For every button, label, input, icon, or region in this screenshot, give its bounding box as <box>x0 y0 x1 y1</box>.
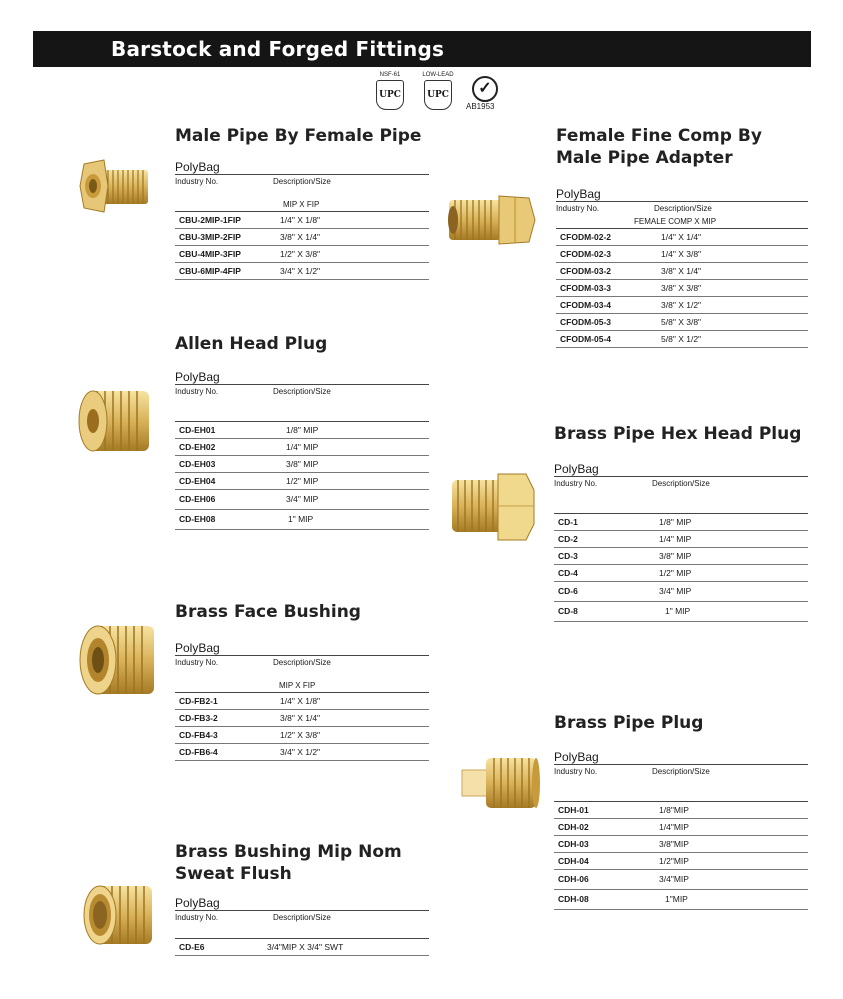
table-row <box>554 890 808 910</box>
item-size: 1/4" X 3/8" <box>661 249 702 259</box>
col-industry-no: Industry No. <box>175 177 219 186</box>
item-size: 3/4" MIP <box>286 494 319 504</box>
item-code: CBU-6MIP-4FIP <box>179 266 241 276</box>
item-code: CFODM-03-2 <box>560 266 612 276</box>
package-label: PolyBag <box>175 641 220 655</box>
table-row <box>554 565 808 582</box>
col-industry-no: Industry No. <box>175 913 219 922</box>
section-male-female <box>175 125 429 280</box>
item-code: CD-EH03 <box>179 459 216 469</box>
item-size: 1/2"MIP <box>659 856 689 866</box>
checkmark-icon: ✓ <box>472 76 498 102</box>
item-code: CD-EH01 <box>179 425 216 435</box>
table-row <box>175 744 429 761</box>
item-size: 1/4" MIP <box>659 534 692 544</box>
female-comp-adapter-image <box>445 190 537 252</box>
item-code: CBU-4MIP-3FIP <box>179 249 241 259</box>
table-header <box>175 910 429 935</box>
item-code: CDH-08 <box>558 894 589 904</box>
item-size: 3/8" MIP <box>659 551 692 561</box>
item-code: CD-1 <box>558 517 578 527</box>
section-hex <box>554 423 808 622</box>
item-code: CDH-04 <box>558 856 589 866</box>
section-title: Brass Pipe Plug <box>554 713 704 733</box>
product-table <box>175 655 429 761</box>
section-title: Male Pipe By Female Pipe <box>175 126 422 146</box>
item-size: 1/8" MIP <box>286 425 319 435</box>
item-code: CD-FB6-4 <box>179 747 218 757</box>
item-code: CFODM-02-2 <box>560 232 612 242</box>
table-row <box>554 870 808 890</box>
table-row <box>554 602 808 622</box>
table-row <box>554 853 808 870</box>
table-row <box>175 693 429 710</box>
table-row <box>554 836 808 853</box>
item-code: CDH-06 <box>558 874 589 884</box>
table-spacer <box>554 789 808 802</box>
hex-head-plug-image <box>448 470 536 542</box>
item-code: CFODM-03-4 <box>560 300 612 310</box>
col-description: Description/Size <box>273 658 331 667</box>
package-label: PolyBag <box>175 896 220 910</box>
table-subheader: MIP X FIP <box>175 680 429 693</box>
table-row <box>556 297 808 314</box>
section-title-line2: Male Pipe Adapter <box>556 148 733 168</box>
product-table <box>175 384 429 530</box>
item-size: 3/8" X 1/4" <box>280 713 321 723</box>
table-row <box>175 212 429 229</box>
item-code: CD-EH04 <box>179 476 216 486</box>
section-title-line2: Sweat Flush <box>175 864 292 884</box>
item-code: CD-FB3-2 <box>179 713 218 723</box>
product-table <box>556 201 808 348</box>
col-industry-no: Industry No. <box>175 658 219 667</box>
item-code: CD-EH08 <box>179 514 216 524</box>
item-size: 5/8" X 3/8" <box>661 317 702 327</box>
item-code: CDH-03 <box>558 839 589 849</box>
table-header <box>554 476 808 501</box>
item-size: 3/8" X 3/8" <box>661 283 702 293</box>
table-row <box>554 802 808 819</box>
table-subheader: MIP X FIP <box>175 199 429 212</box>
col-description: Description/Size <box>652 767 710 776</box>
upc-mark-2: UPC <box>424 80 452 110</box>
item-size: 1/8"MIP <box>659 805 689 815</box>
item-code: CD-EH02 <box>179 442 216 452</box>
item-code: CD-2 <box>558 534 578 544</box>
item-size: 1/4" MIP <box>286 442 319 452</box>
table-row <box>175 229 429 246</box>
table-row <box>554 819 808 836</box>
table-row <box>175 490 429 510</box>
header-bar <box>33 31 811 67</box>
item-size: 3/4"MIP X 3/4" SWT <box>267 942 344 952</box>
section-title-line1: Female Fine Comp By <box>556 126 762 146</box>
face-bushing-image <box>76 620 158 702</box>
table-row <box>556 263 808 280</box>
section-female-comp <box>556 125 808 348</box>
item-code: CD-E6 <box>179 942 205 952</box>
item-size: 1/4" X 1/8" <box>280 696 321 706</box>
item-size: 1/2" MIP <box>659 568 692 578</box>
upc-mark: UPC <box>376 80 404 110</box>
table-row <box>556 280 808 297</box>
item-code: CFODM-02-3 <box>560 249 612 259</box>
section-title: Allen Head Plug <box>175 334 328 354</box>
table-row <box>556 246 808 263</box>
ab1953-label: AB1953 <box>466 102 495 111</box>
table-row <box>554 548 808 565</box>
item-size: 3/4" X 1/2" <box>280 747 321 757</box>
nsf-label: NSF-61 <box>379 72 401 78</box>
item-code: CD-8 <box>558 606 578 616</box>
male-female-bushing-image <box>78 156 152 218</box>
item-size: 1/2" X 3/8" <box>280 249 321 259</box>
item-size: 1/2" X 3/8" <box>280 730 321 740</box>
table-header <box>175 174 429 199</box>
table-row <box>556 331 808 348</box>
item-size: 3/8" X 1/4" <box>280 232 321 242</box>
table-row <box>175 473 429 490</box>
product-table <box>554 476 808 622</box>
section-face <box>175 601 429 761</box>
page-title: Barstock and Forged Fittings <box>111 37 445 61</box>
item-code: CD-EH06 <box>179 494 216 504</box>
item-size: 3/8" X 1/4" <box>661 266 702 276</box>
col-description: Description/Size <box>652 479 710 488</box>
table-row <box>175 710 429 727</box>
item-size: 1" MIP <box>665 606 691 616</box>
item-code: CFODM-05-3 <box>560 317 612 327</box>
nsf-upc-logo <box>370 72 410 110</box>
table-row <box>554 531 808 548</box>
table-header <box>175 384 429 409</box>
table-spacer <box>175 409 429 422</box>
item-size: 1/4" X 1/8" <box>280 215 321 225</box>
item-size: 1/4" X 1/4" <box>661 232 702 242</box>
item-size: 3/8" MIP <box>286 459 319 469</box>
table-row <box>556 229 808 246</box>
table-header <box>554 764 808 789</box>
package-label: PolyBag <box>175 370 220 384</box>
item-code: CD-3 <box>558 551 578 561</box>
product-table <box>175 910 429 956</box>
col-description: Description/Size <box>273 177 331 186</box>
item-size: 3/4" MIP <box>659 586 692 596</box>
item-size: 3/4"MIP <box>659 874 689 884</box>
table-row <box>175 939 429 956</box>
table-row <box>175 510 429 530</box>
pipe-plug-image <box>458 752 542 814</box>
item-size: 1" MIP <box>288 514 314 524</box>
table-subheader: FEMALE COMP X MIP <box>556 216 808 229</box>
table-row <box>175 422 429 439</box>
col-description: Description/Size <box>654 204 712 213</box>
package-label: PolyBag <box>554 750 599 764</box>
item-size: 3/4" X 1/2" <box>280 266 321 276</box>
item-code: CFODM-05-4 <box>560 334 612 344</box>
item-code: CD-6 <box>558 586 578 596</box>
lowlead-label: LOW-LEAD <box>422 72 454 78</box>
item-size: 3/8"MIP <box>659 839 689 849</box>
item-code: CBU-3MIP-2FIP <box>179 232 241 242</box>
item-size: 1/4"MIP <box>659 822 689 832</box>
item-code: CD-4 <box>558 568 578 578</box>
package-label: PolyBag <box>175 160 220 174</box>
item-size: 1"MIP <box>665 894 688 904</box>
section-allen <box>175 333 429 530</box>
table-row <box>175 439 429 456</box>
section-title-line1: Brass Bushing Mip Nom <box>175 842 402 862</box>
item-size: 5/8" X 1/2" <box>661 334 702 344</box>
mip-nom-bushing-image <box>80 880 156 950</box>
item-code: CDH-02 <box>558 822 589 832</box>
item-code: CD-FB4-3 <box>179 730 218 740</box>
col-industry-no: Industry No. <box>556 204 600 213</box>
col-industry-no: Industry No. <box>175 387 219 396</box>
table-row <box>554 514 808 531</box>
table-row <box>175 456 429 473</box>
col-industry-no: Industry No. <box>554 479 598 488</box>
table-row <box>175 263 429 280</box>
item-size: 1/2" MIP <box>286 476 319 486</box>
package-label: PolyBag <box>556 187 601 201</box>
col-description: Description/Size <box>273 913 331 922</box>
section-plug <box>554 712 808 910</box>
table-row <box>556 314 808 331</box>
item-size: 1/8" MIP <box>659 517 692 527</box>
table-row <box>175 246 429 263</box>
product-table <box>175 174 429 280</box>
col-description: Description/Size <box>273 387 331 396</box>
table-row <box>554 582 808 602</box>
item-code: CD-FB2-1 <box>179 696 218 706</box>
item-code: CDH-01 <box>558 805 589 815</box>
section-title: Brass Pipe Hex Head Plug <box>554 424 802 444</box>
item-code: CFODM-03-3 <box>560 283 612 293</box>
table-header <box>175 655 429 680</box>
package-label: PolyBag <box>554 462 599 476</box>
col-industry-no: Industry No. <box>554 767 598 776</box>
section-mipnom <box>175 841 429 956</box>
lowlead-upc-logo <box>418 72 458 110</box>
product-table <box>554 764 808 910</box>
table-header <box>556 201 808 216</box>
table-spacer <box>554 501 808 514</box>
table-row <box>175 727 429 744</box>
section-title: Brass Face Bushing <box>175 602 361 622</box>
item-size: 3/8" X 1/2" <box>661 300 702 310</box>
allen-head-plug-image <box>75 385 155 457</box>
item-code: CBU-2MIP-1FIP <box>179 215 241 225</box>
